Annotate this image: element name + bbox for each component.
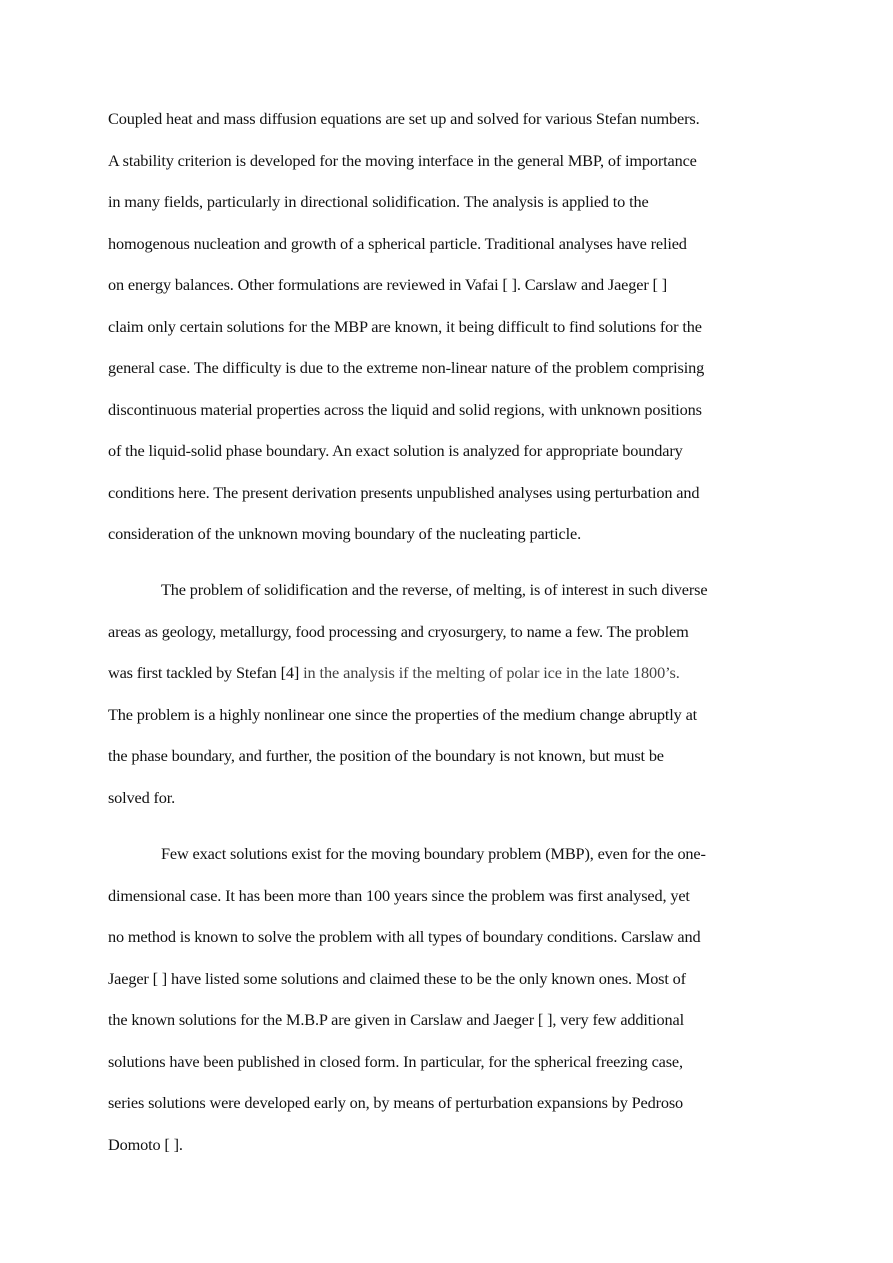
text-line: general case. The difficulty is due to the extreme non-linear nature of the problem comprising bbox=[108, 358, 705, 377]
text-run: was first tackled by Stefan [4] bbox=[108, 663, 300, 682]
text-line: Coupled heat and mass diffusion equations are set up and solved for various Stefan numbers. bbox=[108, 109, 700, 128]
text-line: of the liquid-solid phase boundary. An exact solution is analyzed for appropriate boundary bbox=[108, 441, 683, 460]
text-line: on energy balances. Other formulations are reviewed in Vafai [ ]. Carslaw and Jaeger [ ] bbox=[108, 275, 667, 294]
text-line: discontinuous material properties across the liquid and solid regions, with unknown positions bbox=[108, 399, 702, 419]
text-line bbox=[108, 663, 798, 705]
paragraph-2 bbox=[108, 580, 798, 829]
text-line: The problem of solidification and the reverse, of melting, is of interest in such diverse bbox=[161, 580, 708, 599]
text-line: no method is known to solve the problem with all types of boundary conditions. Carslaw and bbox=[108, 927, 701, 946]
text-line: Few exact solutions exist for the moving boundary problem (MBP), even for the one- bbox=[161, 844, 706, 863]
text-line: consideration of the unknown moving boundary of the nucleating particle. bbox=[108, 524, 581, 543]
text-line: in many fields, particularly in directional solidification. The analysis is applied to the bbox=[108, 192, 649, 211]
text-line: the phase boundary, and further, the position of the boundary is not known, but must be bbox=[108, 746, 664, 765]
text-line: areas as geology, metallurgy, food processing and cryosurgery, to name a few. The problem bbox=[108, 621, 689, 641]
text-line: the known solutions for the M.B.P are given in Carslaw and Jaeger [ ], very few additional bbox=[108, 1010, 684, 1029]
text-line: series solutions were developed early on, by means of perturbation expansions by Pedroso bbox=[108, 1093, 684, 1112]
text-run: in the analysis if the melting of polar ice in the late 1800’s. bbox=[299, 663, 680, 682]
text-line: Jaeger [ ] have listed some solutions and claimed these to be the only known ones. Most of bbox=[108, 968, 686, 988]
text-line: solved for. bbox=[108, 787, 176, 807]
text-line: dimensional case. It has been more than 100 years since the problem was first analysed, yet bbox=[108, 885, 690, 905]
text-line: homogenous nucleation and growth of a spherical particle. Traditional analyses have relied bbox=[108, 233, 687, 253]
text-line: Domoto [ ]. bbox=[108, 1134, 183, 1154]
text-line: solutions have been published in closed form. In particular, for the spherical freezing case, bbox=[108, 1051, 683, 1071]
text-line: The problem is a highly nonlinear one since the properties of the medium change abruptly at bbox=[108, 704, 698, 724]
text-line: conditions here. The present derivation presents unpublished analyses using perturbation and bbox=[108, 482, 700, 502]
paragraph-1 bbox=[108, 109, 798, 566]
text-line: A stability criterion is developed for the moving interface in the general MBP, of importance bbox=[108, 150, 697, 170]
paragraph-3 bbox=[108, 844, 798, 1176]
text-line: claim only certain solutions for the MBP are known, it being difficult to find solutions for the bbox=[108, 316, 702, 336]
